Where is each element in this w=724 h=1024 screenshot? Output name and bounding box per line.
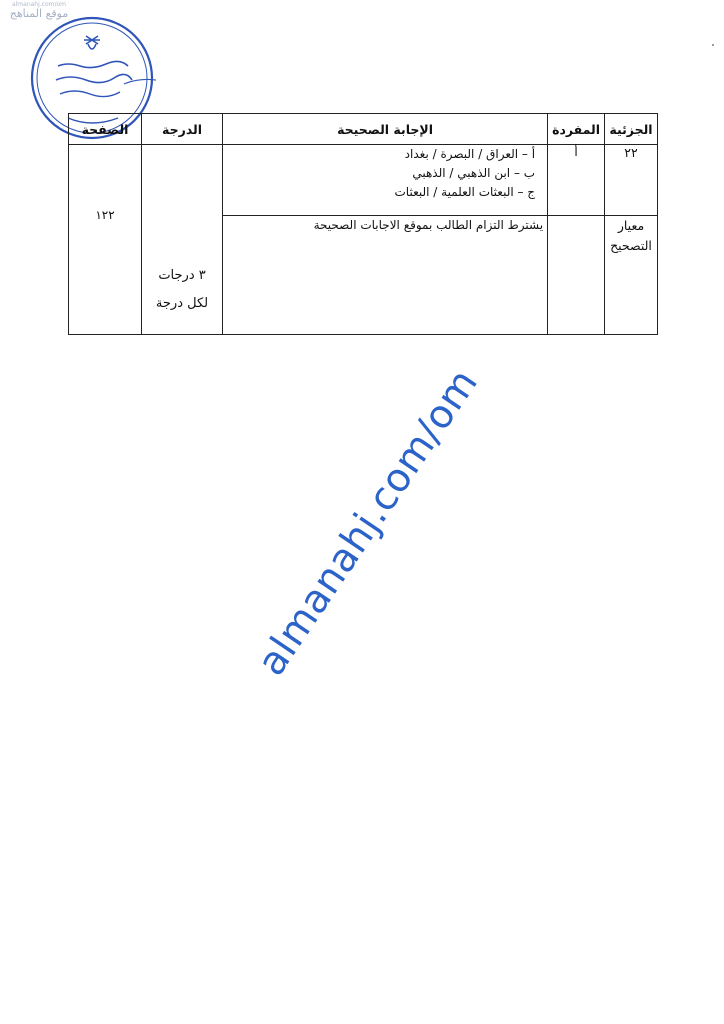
grade-cell xyxy=(142,145,223,335)
grade-line: ٣ درجات xyxy=(158,268,206,283)
grade-line: لكل درجة xyxy=(155,296,209,311)
answer-key-table xyxy=(68,113,658,335)
corner-site-title: موقع المناهج xyxy=(9,7,69,20)
page-number: ١٢٢ xyxy=(69,145,142,335)
criterion-label xyxy=(605,216,658,335)
emblem-icon xyxy=(84,36,100,49)
answer-line: أ – العراق / البصرة / بغداد xyxy=(404,147,536,161)
header-answer: الإجابة الصحيحة xyxy=(223,114,548,145)
part-number: ٢٢ xyxy=(605,145,658,216)
header-part: الجزئية xyxy=(605,114,658,145)
scan-dot xyxy=(712,44,714,46)
answers-cell xyxy=(223,145,548,216)
criterion-label-line: معيار xyxy=(617,218,645,233)
header-row xyxy=(69,114,658,145)
answer-line: ب – ابن الذهبي / الذهبي xyxy=(412,166,536,180)
criterion-text: يشترط التزام الطالب بموقع الاجابات الصحيحة xyxy=(223,216,548,335)
header-grade: الدرجة xyxy=(142,114,223,145)
answer-line: ج – البعثات العلمية / البعثات xyxy=(394,185,536,199)
criterion-item-empty xyxy=(548,216,605,335)
watermark-text: almanahj.com/om xyxy=(248,361,488,684)
criterion-label-line: التصحيح xyxy=(610,238,652,253)
item-letter: أ xyxy=(548,145,605,216)
header-page: الصفحة xyxy=(69,114,142,145)
answer-row xyxy=(69,145,658,216)
corner-site-text: almanahj.com/om xyxy=(11,1,67,8)
header-item: المفردة xyxy=(548,114,605,145)
